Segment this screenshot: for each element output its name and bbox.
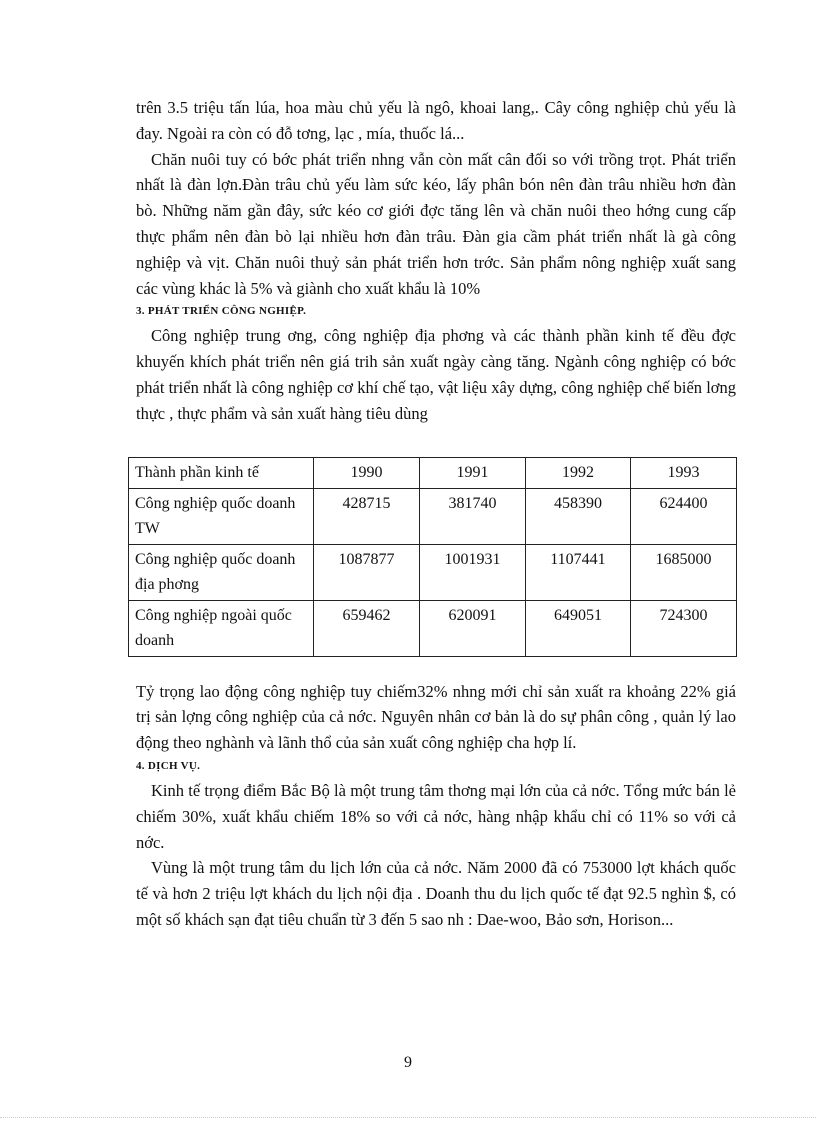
table-cell: Công nghiệp quốc doanh địa phơng: [129, 544, 314, 600]
table-cell: 624400: [631, 488, 737, 544]
table-row: [129, 600, 737, 656]
table-cell: 659462: [314, 600, 420, 656]
table-header-cell: 1990: [314, 457, 420, 488]
table-header-row: [129, 457, 737, 488]
table-cell: 1685000: [631, 544, 737, 600]
table-row: [129, 544, 737, 600]
paragraph-tourism: Vùng là một trung tâm du lịch lớn của cả nớc. Năm 2000 đã có 753000 lợt khách quốc tế và hơn 2 triệu lợt khách du lịch nội địa . Doanh thu du lịch quốc tế đạt 92.5 nghìn $, có một số khách sạn đạt tiêu chuẩn từ 3 đến 5 sao nh : Dae-woo, Bảo sơn, Horison...: [136, 858, 736, 929]
document-page: [136, 95, 736, 933]
table-cell: 724300: [631, 600, 737, 656]
table-row: [129, 488, 737, 544]
table-cell: Công nghiệp ngoài quốc doanh: [129, 600, 314, 656]
table-cell: 1107441: [525, 544, 630, 600]
paragraph-labor: Tỷ trọng lao động công nghiệp tuy chiếm32% nhng mới chỉ sản xuất ra khoảng 22% giá trị sản lợng công nghiệp của cả nớc. Nguyên nhân cơ bản là do sự phân công , quản lý lao động theo nghành và lãnh thổ của sản xuất công nghiệp cha hợp lí.: [136, 681, 736, 753]
paragraph-livestock: Chăn nuôi tuy có bớc phát triển nhng vẫn còn mất cân đối so với trồng trọt. Phát triển nhất là đàn lợn.Đàn trâu chủ yếu làm sức kéo, lấy phân bón nên đàn trâu nhiều hơn đàn bò. Những năm gần đây, sức kéo cơ giới đợc tăng lên và chăn nuôi theo hớng cung cấp thực phẩm nên đàn bò lại nhiều hơn đàn trâu. Đàn gia cầm phát triển nhất là gà công nghiệp và vịt. Chăn nuôi thuỷ sản phát triển hơn trớc. Sản phẩm nông nghiệp xuất sang các vùng khác là 5% và giành cho xuất khẩu là 10%: [136, 149, 736, 298]
paragraph-industry: Công nghiệp trung ơng, công nghiệp địa phơng và các thành phần kinh tế đều đợc khuyến khích phát triển nên giá trih sản xuất ngày càng tăng. Ngành công nghiệp có bớc phát triển nhất là công nghiệp cơ khí chế tạo, vật liệu xây dựng, công nghiệp chế biến lơng thực , thực phẩm và sản xuất hàng tiêu dùng: [136, 326, 736, 423]
table-cell: 1001931: [419, 544, 525, 600]
table-header-cell: 1993: [631, 457, 737, 488]
table-header-cell: Thành phần kinh tế: [129, 457, 314, 488]
table-cell: 620091: [419, 600, 525, 656]
paragraph-trade: Kinh tế trọng điểm Bắc Bộ là một trung tâm thơng mại lớn của cả nớc. Tổng mức bán lẻ chiếm 30%, xuất khẩu chiếm 18% so với cả nớc, hàng nhập khẩu chỉ có 11% so với cả nớc.: [136, 780, 736, 852]
page-number: 9: [404, 1054, 412, 1071]
paragraph-crops: trên 3.5 triệu tấn lúa, hoa màu chủ yếu là ngô, khoai lang,. Cây công nghiệp chủ yếu là đay. Ngoài ra còn có đỗ tơng, lạc , mía, thuốc lá...: [136, 98, 736, 143]
section-heading-services: 4. DỊCH VỤ.: [136, 759, 201, 772]
table-header-cell: 1991: [419, 457, 525, 488]
page-bottom-border: [0, 1117, 816, 1118]
section-heading-industry: 3. PHÁT TRIỂN CÔNG NGHIỆP.: [136, 305, 307, 318]
table-cell: 1087877: [314, 544, 420, 600]
table-header-cell: 1992: [525, 457, 630, 488]
table-cell: 458390: [525, 488, 630, 544]
table-cell: Công nghiệp quốc doanh TW: [129, 488, 314, 544]
table-cell: 428715: [314, 488, 420, 544]
industry-table: [128, 457, 737, 657]
table-cell: 381740: [419, 488, 525, 544]
table-cell: 649051: [525, 600, 630, 656]
